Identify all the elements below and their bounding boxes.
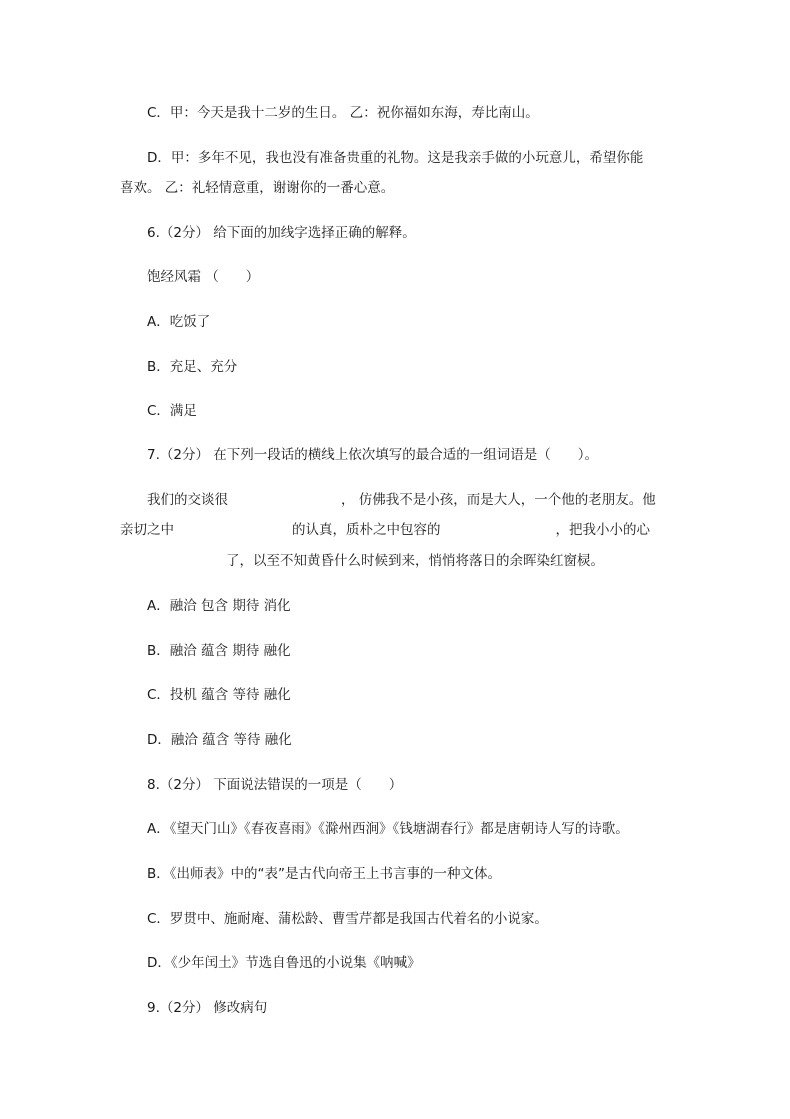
q7-passage-text: 我们的交谈很	[147, 492, 228, 508]
q6-word: 饱经风霜 （ ）	[147, 269, 260, 285]
q6-option-a: A．吃饭了	[147, 314, 211, 330]
q5-option-c: C．甲：今天是我十二岁的生日。 乙：祝你福如东海，寿比南山。	[147, 105, 539, 121]
q8-option-a: A．《望天门山》《春夜喜雨》《滁州西涧》《钱塘湖春行》都是唐朝诗人写的诗歌。	[147, 821, 629, 837]
q7-option-c: C．投机 蕴含 等待 融化	[147, 687, 291, 703]
q7-option-d: D．融洽 蕴含 等待 融化	[147, 732, 292, 748]
q7-passage-text: ， 仿佛我不是小孩，而是大人，一个他的老朋友。他	[341, 492, 656, 508]
q7-passage-text: 的认真，质朴之中包容的	[292, 522, 441, 538]
q7-stem: 7.（2分） 在下列一段话的横线上依次填写的最合适的一组词语是（ ）。	[147, 447, 599, 463]
q8-stem: 8.（2分） 下面说法错误的一项是（ ）	[147, 777, 403, 793]
q8-option-c: C．罗贯中、施耐庵、蒲松龄、曹雪芹都是我国古代着名的小说家。	[147, 911, 548, 927]
q7-option-b: B．融洽 蕴含 期待 融化	[147, 643, 291, 659]
q6-option-b: B．充足、充分	[147, 359, 238, 375]
q5-option-d-line2: 喜欢。 乙：礼轻情意重，谢谢你的一番心意。	[120, 180, 395, 196]
q8-option-b: B．《出师表》中的“表”是古代向帝王上书言事的一种文体。	[147, 866, 501, 882]
q6-stem: 6.（2分） 给下面的加线字选择正确的解释。	[147, 225, 416, 241]
q7-passage-line1	[147, 491, 656, 509]
q6-option-c: C．满足	[147, 403, 197, 419]
q7-passage-text: 亲切之中	[120, 522, 174, 538]
q7-passage-line3: 了，以至不知黄昏什么时候到来，悄悄将落日的余晖染红窗棂。	[226, 553, 604, 569]
q7-passage-text: ，把我小小的心	[555, 522, 650, 538]
q7-option-a: A．融洽 包含 期待 消化	[147, 598, 291, 614]
q7-passage-line2	[120, 521, 650, 539]
q5-option-d-line1: D．甲：多年不见，我也没有准备贵重的礼物。这是我亲手做的小玩意儿，希望你能	[147, 150, 644, 166]
q8-option-d: D．《少年闰土》节选自鲁迅的小说集《呐喊》	[147, 955, 421, 971]
q9-stem: 9.（2分） 修改病句	[147, 1000, 268, 1016]
